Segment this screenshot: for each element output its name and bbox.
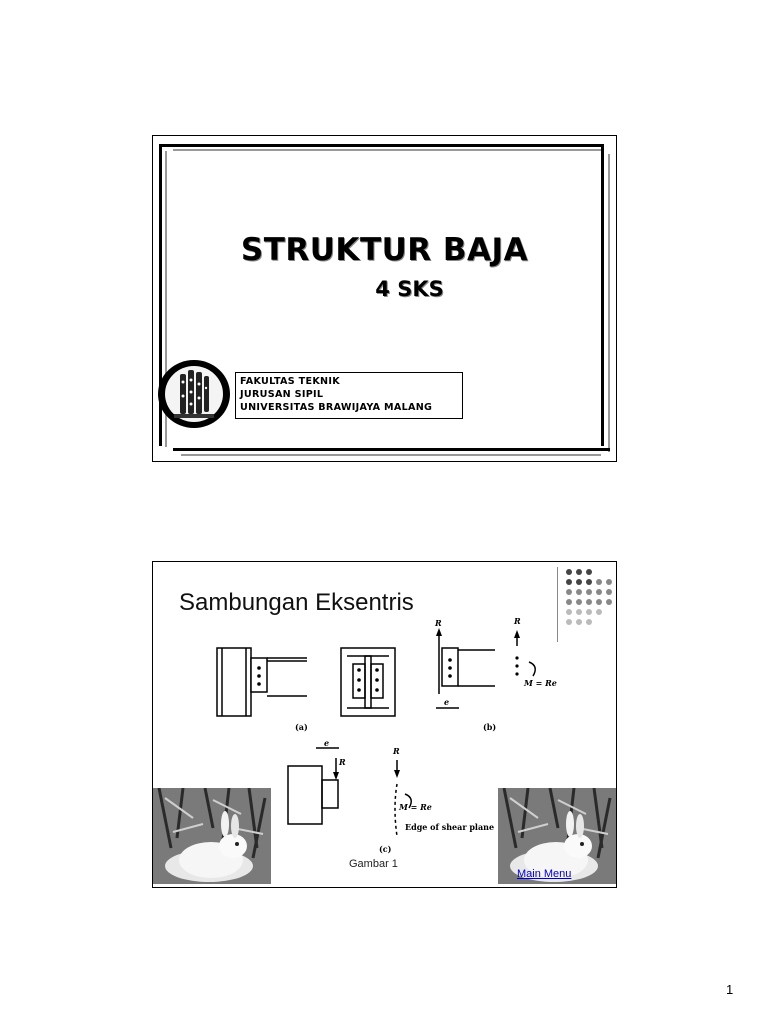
label-r-b2: R <box>514 616 521 626</box>
info-line-university: UNIVERSITAS BRAWIJAYA MALANG <box>240 402 433 413</box>
frame-bar-top <box>159 144 601 147</box>
label-moment-c: M = Re <box>399 802 432 812</box>
label-edge: Edge of shear plane <box>405 822 495 832</box>
label-r-b: R <box>435 618 442 628</box>
label-c: (c) <box>379 844 392 854</box>
figure-caption: Gambar 1 <box>349 858 398 870</box>
label-b: (b) <box>483 722 497 732</box>
label-moment-b: M = Re <box>524 678 557 688</box>
university-logo <box>156 358 232 430</box>
label-a: (a) <box>295 722 308 732</box>
slide-title: Sambungan Eksentris <box>179 589 414 616</box>
label-r-c: R <box>339 757 346 767</box>
institution-box <box>235 372 463 419</box>
label-r-c2: R <box>393 746 400 756</box>
frame-bar-bottom-shadow <box>181 454 601 456</box>
label-e-b: e <box>444 697 450 707</box>
frame-bar-top-shadow <box>173 149 601 151</box>
info-line-faculty: FAKULTAS TEKNIK <box>240 376 340 387</box>
slide-title: STRUKTUR BAJA <box>240 232 529 268</box>
frame-bar-bottom <box>173 448 610 451</box>
label-e-c: e <box>324 738 330 748</box>
info-line-department: JURUSAN SIPIL <box>240 389 324 400</box>
title-slide <box>152 135 617 462</box>
frame-bar-right-shadow <box>608 154 610 452</box>
main-menu-link[interactable]: Main Menu <box>517 868 572 880</box>
rabbit-photo-left <box>153 788 271 884</box>
page-number: 1 <box>726 982 734 997</box>
slide-subtitle: 4 SKS <box>375 277 444 301</box>
content-slide <box>152 561 617 888</box>
